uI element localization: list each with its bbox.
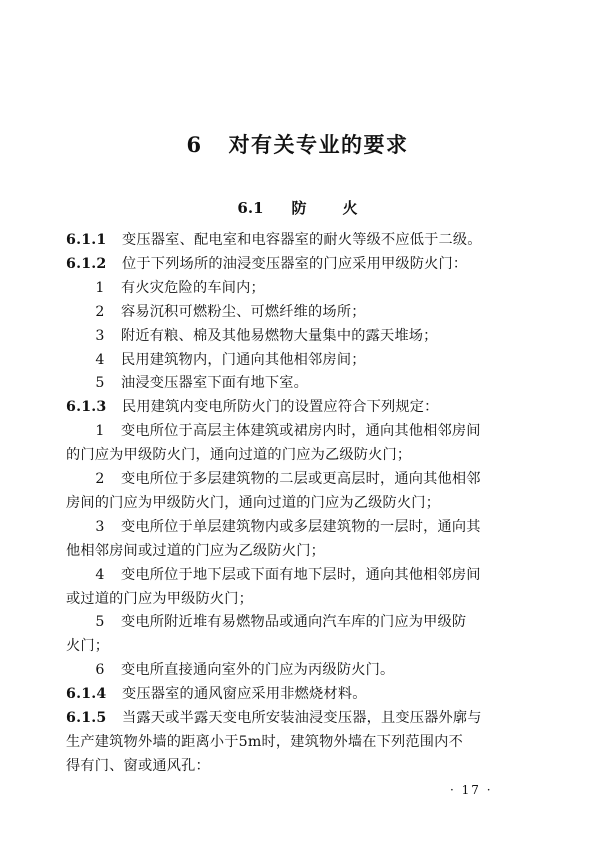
clause-number: 6.1.3	[66, 399, 107, 416]
item-number: 4	[95, 351, 105, 368]
item-number: 2	[95, 471, 105, 487]
line-text: 或过道的门应为甲级防火门；	[66, 590, 254, 607]
list-item-line	[89, 325, 438, 347]
clause-line	[66, 707, 482, 729]
list-item-line	[89, 564, 481, 586]
list-item-line	[89, 349, 366, 371]
section-number: 6.1	[237, 199, 264, 217]
continuation-line	[66, 588, 253, 610]
section-title	[0, 197, 595, 218]
line-text: 有火灾危险的车间内；	[121, 279, 265, 296]
continuation-line	[66, 492, 440, 514]
line-text: 位于下列场所的油浸变压器室的门应采用甲级防火门：	[122, 255, 468, 272]
line-text: 变电所直接通向室外的门应为丙级防火门。	[121, 662, 395, 679]
clause-number: 6.1.5	[66, 710, 107, 726]
clause-line	[66, 396, 439, 418]
line-text: 变电所位于地下层或下面有地下层时，通向其他相邻房间	[121, 566, 481, 583]
clause-line	[66, 253, 467, 275]
line-text: 当露天或半露天变电所安装油浸变压器，且变压器外廓与	[122, 710, 482, 726]
line-text: 变压器室的通风窗应采用非燃烧材料。	[122, 686, 367, 703]
clause-line	[66, 229, 482, 251]
line-text: 民用建筑物内，门通向其他相邻房间；	[121, 351, 366, 368]
list-item-line	[89, 516, 481, 538]
line-text: 他相邻房间或过道的门应为乙级防火门；	[66, 542, 325, 559]
clause-number: 6.1.1	[66, 232, 107, 248]
list-item-line	[89, 420, 481, 442]
list-item-line	[89, 468, 481, 490]
line-text: 的门应为甲级防火门，通向过道的门应为乙级防火门；	[66, 447, 412, 464]
item-number: 6	[95, 662, 105, 679]
line-text: 变电所位于单层建筑物内或多层建筑物的一层时，通向其	[121, 518, 481, 535]
list-item-line	[89, 659, 394, 681]
item-number: 2	[95, 303, 105, 320]
item-number: 5	[95, 614, 105, 631]
chapter-title-text: 对有关专业的要求	[228, 132, 409, 157]
chapter-number: 6	[186, 132, 203, 157]
line-text: 火门；	[66, 638, 110, 655]
list-item-line	[89, 277, 265, 299]
clause-number: 6.1.4	[66, 686, 107, 703]
line-text: 变电所附近堆有易燃物品或通向汽车库的门应为甲级防	[121, 614, 467, 631]
line-text: 生产建筑物外墙的距离小于5m时，建筑物外墙在下列范围内不	[66, 733, 463, 750]
list-item-line	[89, 372, 308, 394]
line-text: 油浸变压器室下面有地下室。	[121, 375, 309, 392]
chapter-title	[0, 129, 595, 159]
section-title-char-2: 火	[342, 199, 358, 217]
line-text: 容易沉积可燃粉尘、可燃纤维的场所；	[121, 303, 366, 320]
item-number: 4	[95, 566, 105, 583]
item-number: 1	[95, 279, 105, 296]
line-text: 变压器室、配电室和电容器室的耐火等级不应低于二级。	[122, 232, 482, 248]
continuation-line	[66, 731, 463, 753]
line-text: 得有门、窗或通风孔：	[66, 757, 210, 774]
clause-number: 6.1.2	[66, 255, 107, 272]
item-number: 1	[95, 423, 105, 440]
line-text: 附近有粮、棉及其他易燃物大量集中的露天堆场；	[121, 327, 438, 344]
continuation-line	[66, 540, 325, 562]
line-text: 变电所位于多层建筑物的二层或更高层时，通向其他相邻	[121, 471, 481, 487]
line-text: 变电所位于高层主体建筑或裙房内时，通向其他相邻房间	[121, 423, 481, 440]
list-item-line	[89, 301, 366, 323]
item-number: 3	[95, 518, 105, 535]
continuation-line	[66, 635, 109, 657]
line-text: 民用建筑内变电所防火门的设置应符合下列规定：	[122, 399, 439, 416]
clause-line	[66, 683, 367, 705]
list-item-line	[89, 611, 466, 633]
page-number: · 17 ·	[450, 783, 493, 797]
line-text: 房间的门应为甲级防火门，通向过道的门应为乙级防火门；	[66, 494, 441, 511]
section-title-char-1: 防	[291, 199, 307, 217]
continuation-line	[66, 755, 210, 777]
item-number: 3	[95, 327, 105, 344]
continuation-line	[66, 444, 411, 466]
item-number: 5	[95, 375, 105, 392]
